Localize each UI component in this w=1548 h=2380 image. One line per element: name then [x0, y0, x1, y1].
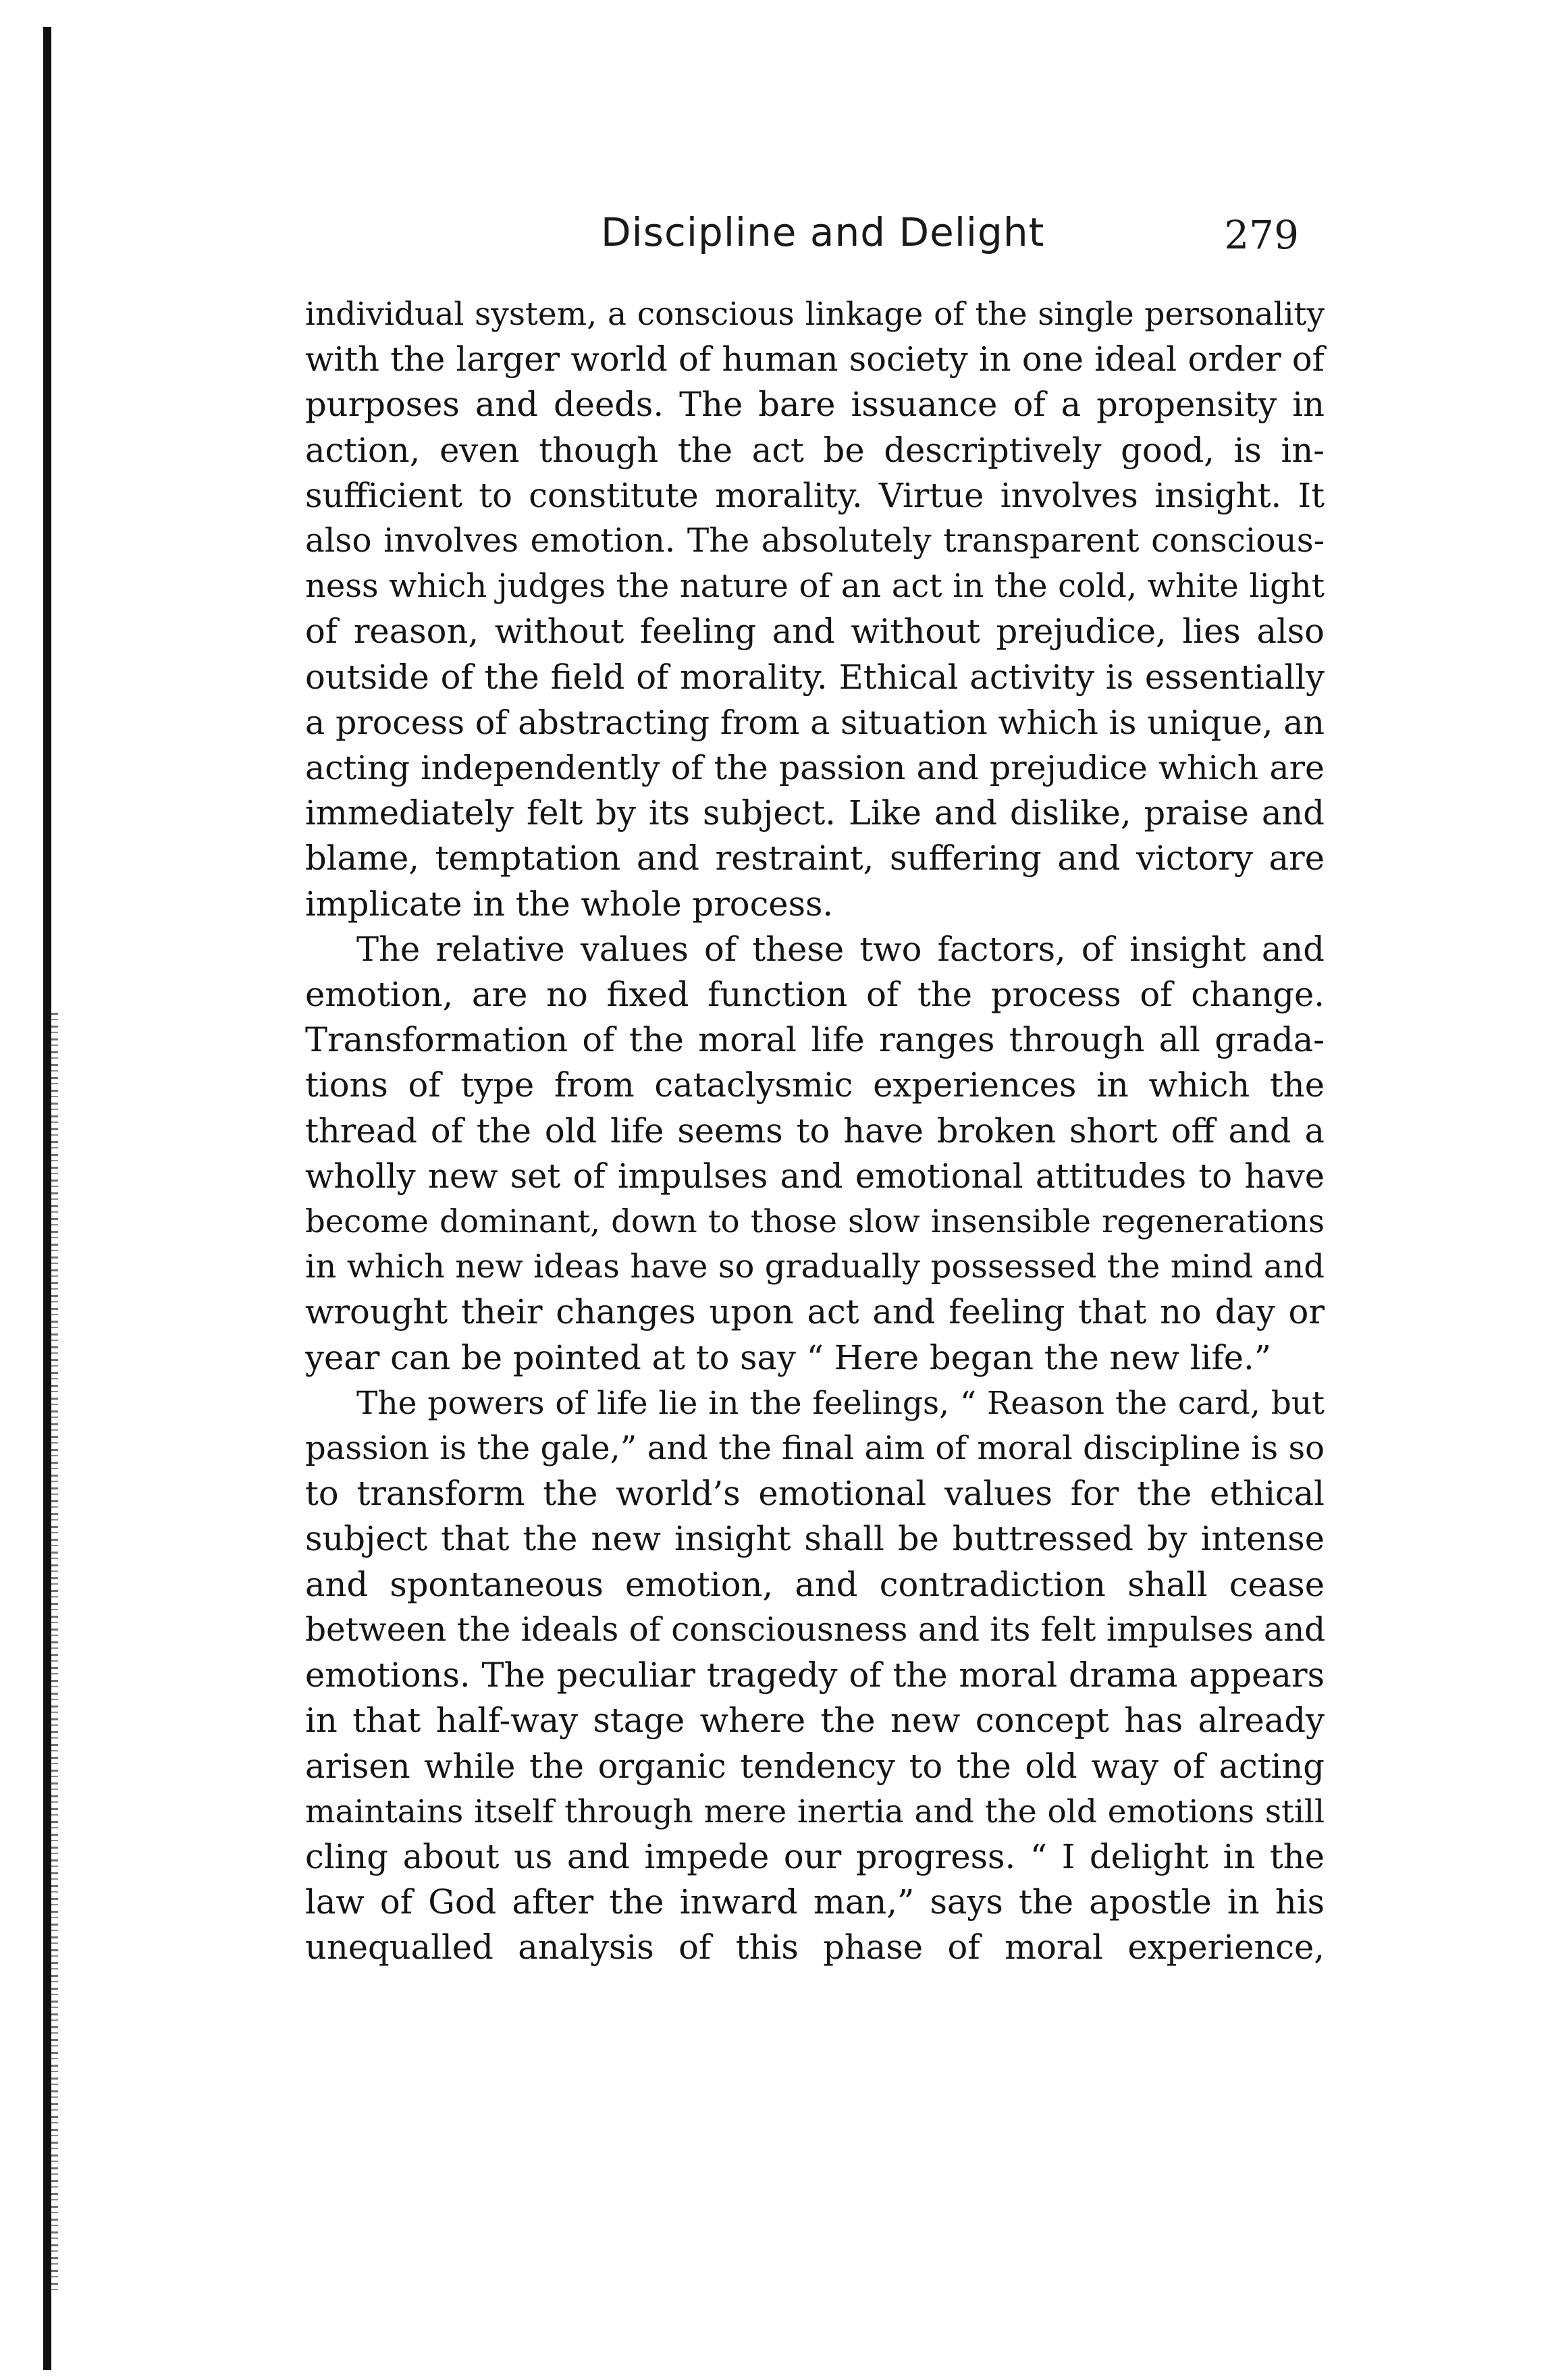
text-line: passion is the gale,” and the final aim of moral discipline is so: [305, 1429, 1325, 1468]
scan-binding-edge: [0, 0, 22, 2380]
text-line: sufficient to constitute morality. Virtue involves insight. It: [305, 475, 1325, 515]
text-line: of reason, without feeling and without prejudice, lies also: [305, 612, 1325, 652]
text-line: acting independently of the passion and prejudice which are: [305, 749, 1325, 788]
text-line: implicate in the whole process.: [305, 884, 834, 924]
text-line: wholly new set of impulses and emotional attitudes to have: [305, 1156, 1325, 1196]
text-line: ness which judges the nature of an act in the cold, white light: [305, 567, 1325, 606]
text-line: emotion, are no fixed function of the process of change.: [305, 975, 1325, 1015]
text-line: wrought their changes upon act and feeling that no day or: [305, 1292, 1325, 1332]
text-line: Transformation of the moral life ranges through all grada-: [305, 1020, 1325, 1060]
text-line: in which new ideas have so gradually possessed the mind and: [305, 1248, 1325, 1286]
paragraph-3: [305, 1381, 1325, 1971]
page-number: 279: [1224, 212, 1299, 258]
text-line: unequalled analysis of this phase of moral experience,: [305, 1928, 1325, 1967]
running-head: [305, 203, 1325, 263]
text-line: The powers of life lie in the feelings, “ Reason the card, but: [356, 1384, 1325, 1422]
text-line: with the larger world of human society in one ideal order of: [305, 340, 1325, 379]
text-line: The relative values of these two factors, of insight and: [356, 929, 1325, 969]
text-line: thread of the old life seems to have broken short off and a: [305, 1111, 1325, 1151]
text-line: immediately felt by its subject. Like and dislike, praise and: [305, 793, 1325, 833]
body-text: [305, 292, 1325, 1971]
text-line: cling about us and impede our progress. “ I delight in the: [305, 1836, 1325, 1876]
text-line: blame, temptation and restraint, suffering and victory are: [305, 839, 1325, 878]
text-line: year can be pointed at to say “ Here began the new life.”: [305, 1338, 1272, 1377]
text-line: outside of the field of morality. Ethical activity is essentially: [305, 657, 1325, 697]
text-line: maintains itself through mere inertia and the old emotions still: [305, 1793, 1325, 1830]
text-line: become dominant, down to those slow insensible regenerations: [305, 1203, 1325, 1240]
text-line: to transform the world’s emotional values for the ethical: [305, 1474, 1325, 1514]
text-line: action, even though the act be descriptively good, is in-: [305, 430, 1325, 470]
running-title: Discipline and Delight: [601, 209, 1045, 255]
text-line: law of God after the inward man,” says the apostle in his: [305, 1882, 1325, 1922]
scan-binding-speckle: [51, 1013, 58, 2296]
book-page: [305, 203, 1325, 1971]
text-line: a process of abstracting from a situation which is unique, an: [305, 703, 1325, 742]
text-line: also involves emotion. The absolutely transparent conscious-: [305, 522, 1325, 560]
text-line: arisen while the organic tendency to the old way of acting: [305, 1746, 1325, 1786]
text-line: emotions. The peculiar tragedy of the moral drama appears: [305, 1656, 1325, 1695]
text-line: between the ideals of consciousness and its felt impulses and: [305, 1610, 1326, 1649]
text-line: purposes and deeds. The bare issuance of a propensity in: [305, 385, 1325, 425]
text-line: tions of type from cataclysmic experiences in which the: [305, 1065, 1325, 1105]
paragraph-2: [305, 927, 1325, 1381]
text-line: individual system, a conscious linkage of the single personality: [305, 296, 1325, 333]
text-line: in that half-way stage where the new concept has already: [305, 1701, 1325, 1741]
paragraph-1: [305, 292, 1325, 927]
text-line: subject that the new insight shall be buttressed by intense: [305, 1519, 1325, 1559]
text-line: and spontaneous emotion, and contradiction shall cease: [305, 1564, 1325, 1604]
